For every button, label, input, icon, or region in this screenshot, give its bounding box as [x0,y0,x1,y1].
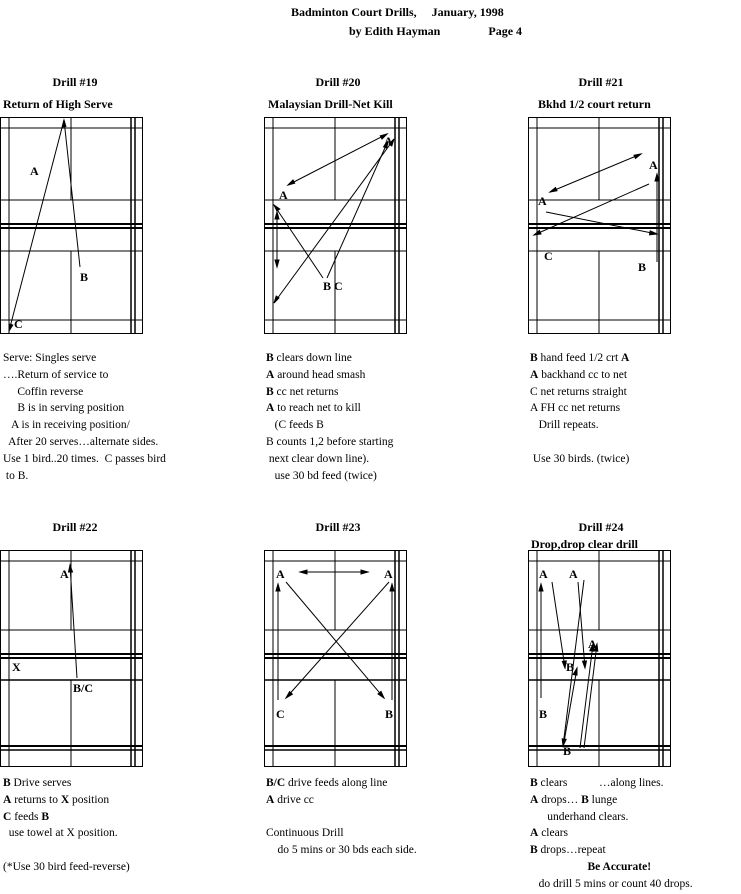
note-text: Use 1 bird..20 times. C passes bird [3,452,166,465]
note-line [530,859,693,876]
note-text: Use 30 birds. (twice) [530,452,630,465]
player-a-label: A [649,158,658,172]
note-text: A FH cc net returns [530,402,621,415]
note-text: B [266,385,274,398]
note-text [3,844,6,856]
drill-23-notes [266,775,417,859]
note-line [3,417,166,434]
note-text [266,811,269,823]
note-text: feeds [11,810,42,823]
note-text: cc net returns [273,385,339,398]
note-line [530,876,693,893]
author-page-line: by Edith Hayman Page 4 [349,24,523,38]
note-line [530,367,629,384]
note-line [266,367,393,384]
player-a-label: A [60,567,69,581]
player-a-label: A [538,194,547,208]
note-line [3,384,166,401]
drill-24-subtitle: Drop,drop clear drill [531,537,639,551]
note-text: X [60,793,70,806]
player-c-label: C [276,707,285,721]
note-text: A [530,368,539,381]
note-text: clears …along lines. [537,777,664,789]
note-line [3,367,166,384]
drill-20-notes [266,350,393,484]
note-text: drive cc [274,793,314,806]
note-line [530,809,693,826]
note-text: lunge [588,793,618,806]
note-text: to reach net to kill [274,402,361,415]
note-text: B [530,777,538,789]
drill-19-court-diagram [0,117,144,335]
drill-21-court-diagram [528,117,672,335]
note-text: B [266,352,274,364]
note-text: Serve: Singles serve [3,352,97,364]
note-text: Continuous Drill [266,827,344,840]
player-a-label: A [279,188,288,202]
drill-20-title: Drill #20 [315,75,361,89]
note-text: around head smash [274,368,366,381]
note-text: B/C [266,777,286,789]
note-text: Drive serves [10,777,72,789]
note-text: use 30 bd feed (twice) [266,469,377,482]
note-text: A [3,793,12,806]
note-line [266,451,393,468]
note-line [3,400,166,417]
player-c-label: C [14,317,23,331]
player-a-label: A [30,164,39,178]
drill-19-subtitle: Return of High Serve [3,97,113,111]
note-line [266,384,393,401]
drill-22-court-diagram [0,550,144,768]
note-text: drops… [538,793,582,806]
note-line [266,417,393,434]
note-line [530,451,629,468]
note-line [3,859,130,876]
drill-21-subtitle: Bkhd 1/2 court return [538,97,651,111]
note-text: clears [538,827,569,840]
note-line [266,825,417,842]
player-c-label: C [544,249,553,263]
note-text: clears down line [273,352,352,364]
note-line [530,384,629,401]
note-text: (C feeds B [266,419,324,432]
note-line [530,417,629,434]
note-text: use towel at X position. [3,827,118,840]
note-line [530,825,693,842]
note-line [266,775,417,792]
player-bc-label: B/C [73,681,94,695]
player-a-label: A [588,637,597,651]
drill-24-notes [530,775,693,893]
note-text: B [581,793,589,806]
note-line [530,842,693,859]
note-text: Drill repeats. [530,419,599,432]
note-line [3,350,166,367]
note-text: C net returns straight [530,385,627,398]
note-text: hand feed 1/2 crt [537,352,622,364]
drill-23-court-diagram [264,550,408,768]
note-line [3,451,166,468]
note-line [530,400,629,417]
drill-21-notes [530,350,629,468]
note-line [266,350,393,367]
note-text: A [266,793,275,806]
note-line [3,775,130,792]
note-text: returns to [11,793,61,806]
player-bc-label: B C [323,279,343,293]
note-line [266,434,393,451]
note-line [530,350,629,367]
note-line [3,825,130,842]
player-a-label: A [276,567,285,581]
note-text: position [69,793,110,806]
note-line [266,468,393,485]
document-title: Badminton Court Drills, January, 1998 [291,5,504,19]
note-text: Be Accurate! [530,860,652,873]
note-text: ….Return of service to [3,368,109,381]
drill-24-court-diagram [528,550,672,768]
drill-22-title: Drill #22 [52,520,98,534]
position-x-label: X [12,660,21,674]
note-text: B is in serving position [3,402,125,415]
note-text [530,436,533,448]
note-text: C [3,810,12,823]
player-b-label: B [563,744,572,758]
note-text: to B. [3,469,29,482]
note-line [530,775,693,792]
note-line [3,468,166,485]
note-line [530,434,629,451]
note-text: A [266,368,275,381]
player-b-label: B [80,270,89,284]
note-text: B [530,844,538,857]
player-b-label: B [385,707,394,721]
note-text: A [530,793,539,806]
note-line [266,400,393,417]
drill-24-title: Drill #24 [578,520,624,534]
drill-21-title: Drill #21 [578,75,624,89]
note-text: B [530,352,538,364]
note-text: A [530,827,539,840]
note-text: drive feeds along line [285,777,388,789]
note-text: backhand cc to net [538,368,628,381]
player-b-label: B [566,660,575,674]
note-line [3,792,130,809]
note-text: next clear down line). [266,452,370,465]
note-text: B counts 1,2 before starting [266,435,394,448]
drill-19-title: Drill #19 [52,75,98,89]
note-line [266,809,417,826]
note-text: drops…repeat [537,844,606,857]
note-text: A [621,352,630,364]
note-text: (*Use 30 bird feed-reverse) [3,860,130,873]
note-text: do 5 mins or 30 bds each side. [266,844,417,857]
note-text: B [3,777,11,789]
note-line [3,842,130,859]
player-b-label: B [638,260,647,274]
player-b-label: B [539,707,548,721]
note-text: A [266,402,275,415]
note-line [530,792,693,809]
drill-19-notes [3,350,166,484]
note-text: do drill 5 mins or count 40 drops. [530,877,693,890]
note-line [266,792,417,809]
drill-22-notes [3,775,130,876]
note-text: B [41,810,49,823]
player-a-label: A [569,567,578,581]
note-line [3,809,130,826]
player-a-label: A [539,567,548,581]
note-text: After 20 serves…alternate sides. [3,435,159,448]
drill-23-title: Drill #23 [315,520,361,534]
note-text: underhand clears. [530,810,629,823]
drill-20-court-diagram [264,117,408,335]
note-text: Coffin reverse [3,385,84,398]
note-line [266,842,417,859]
note-line [3,434,166,451]
player-a-label: A [384,567,393,581]
drill-20-subtitle: Malaysian Drill-Net Kill [268,97,393,111]
player-a-label: A [384,134,393,148]
note-text: A is in receiving position/ [3,419,130,432]
